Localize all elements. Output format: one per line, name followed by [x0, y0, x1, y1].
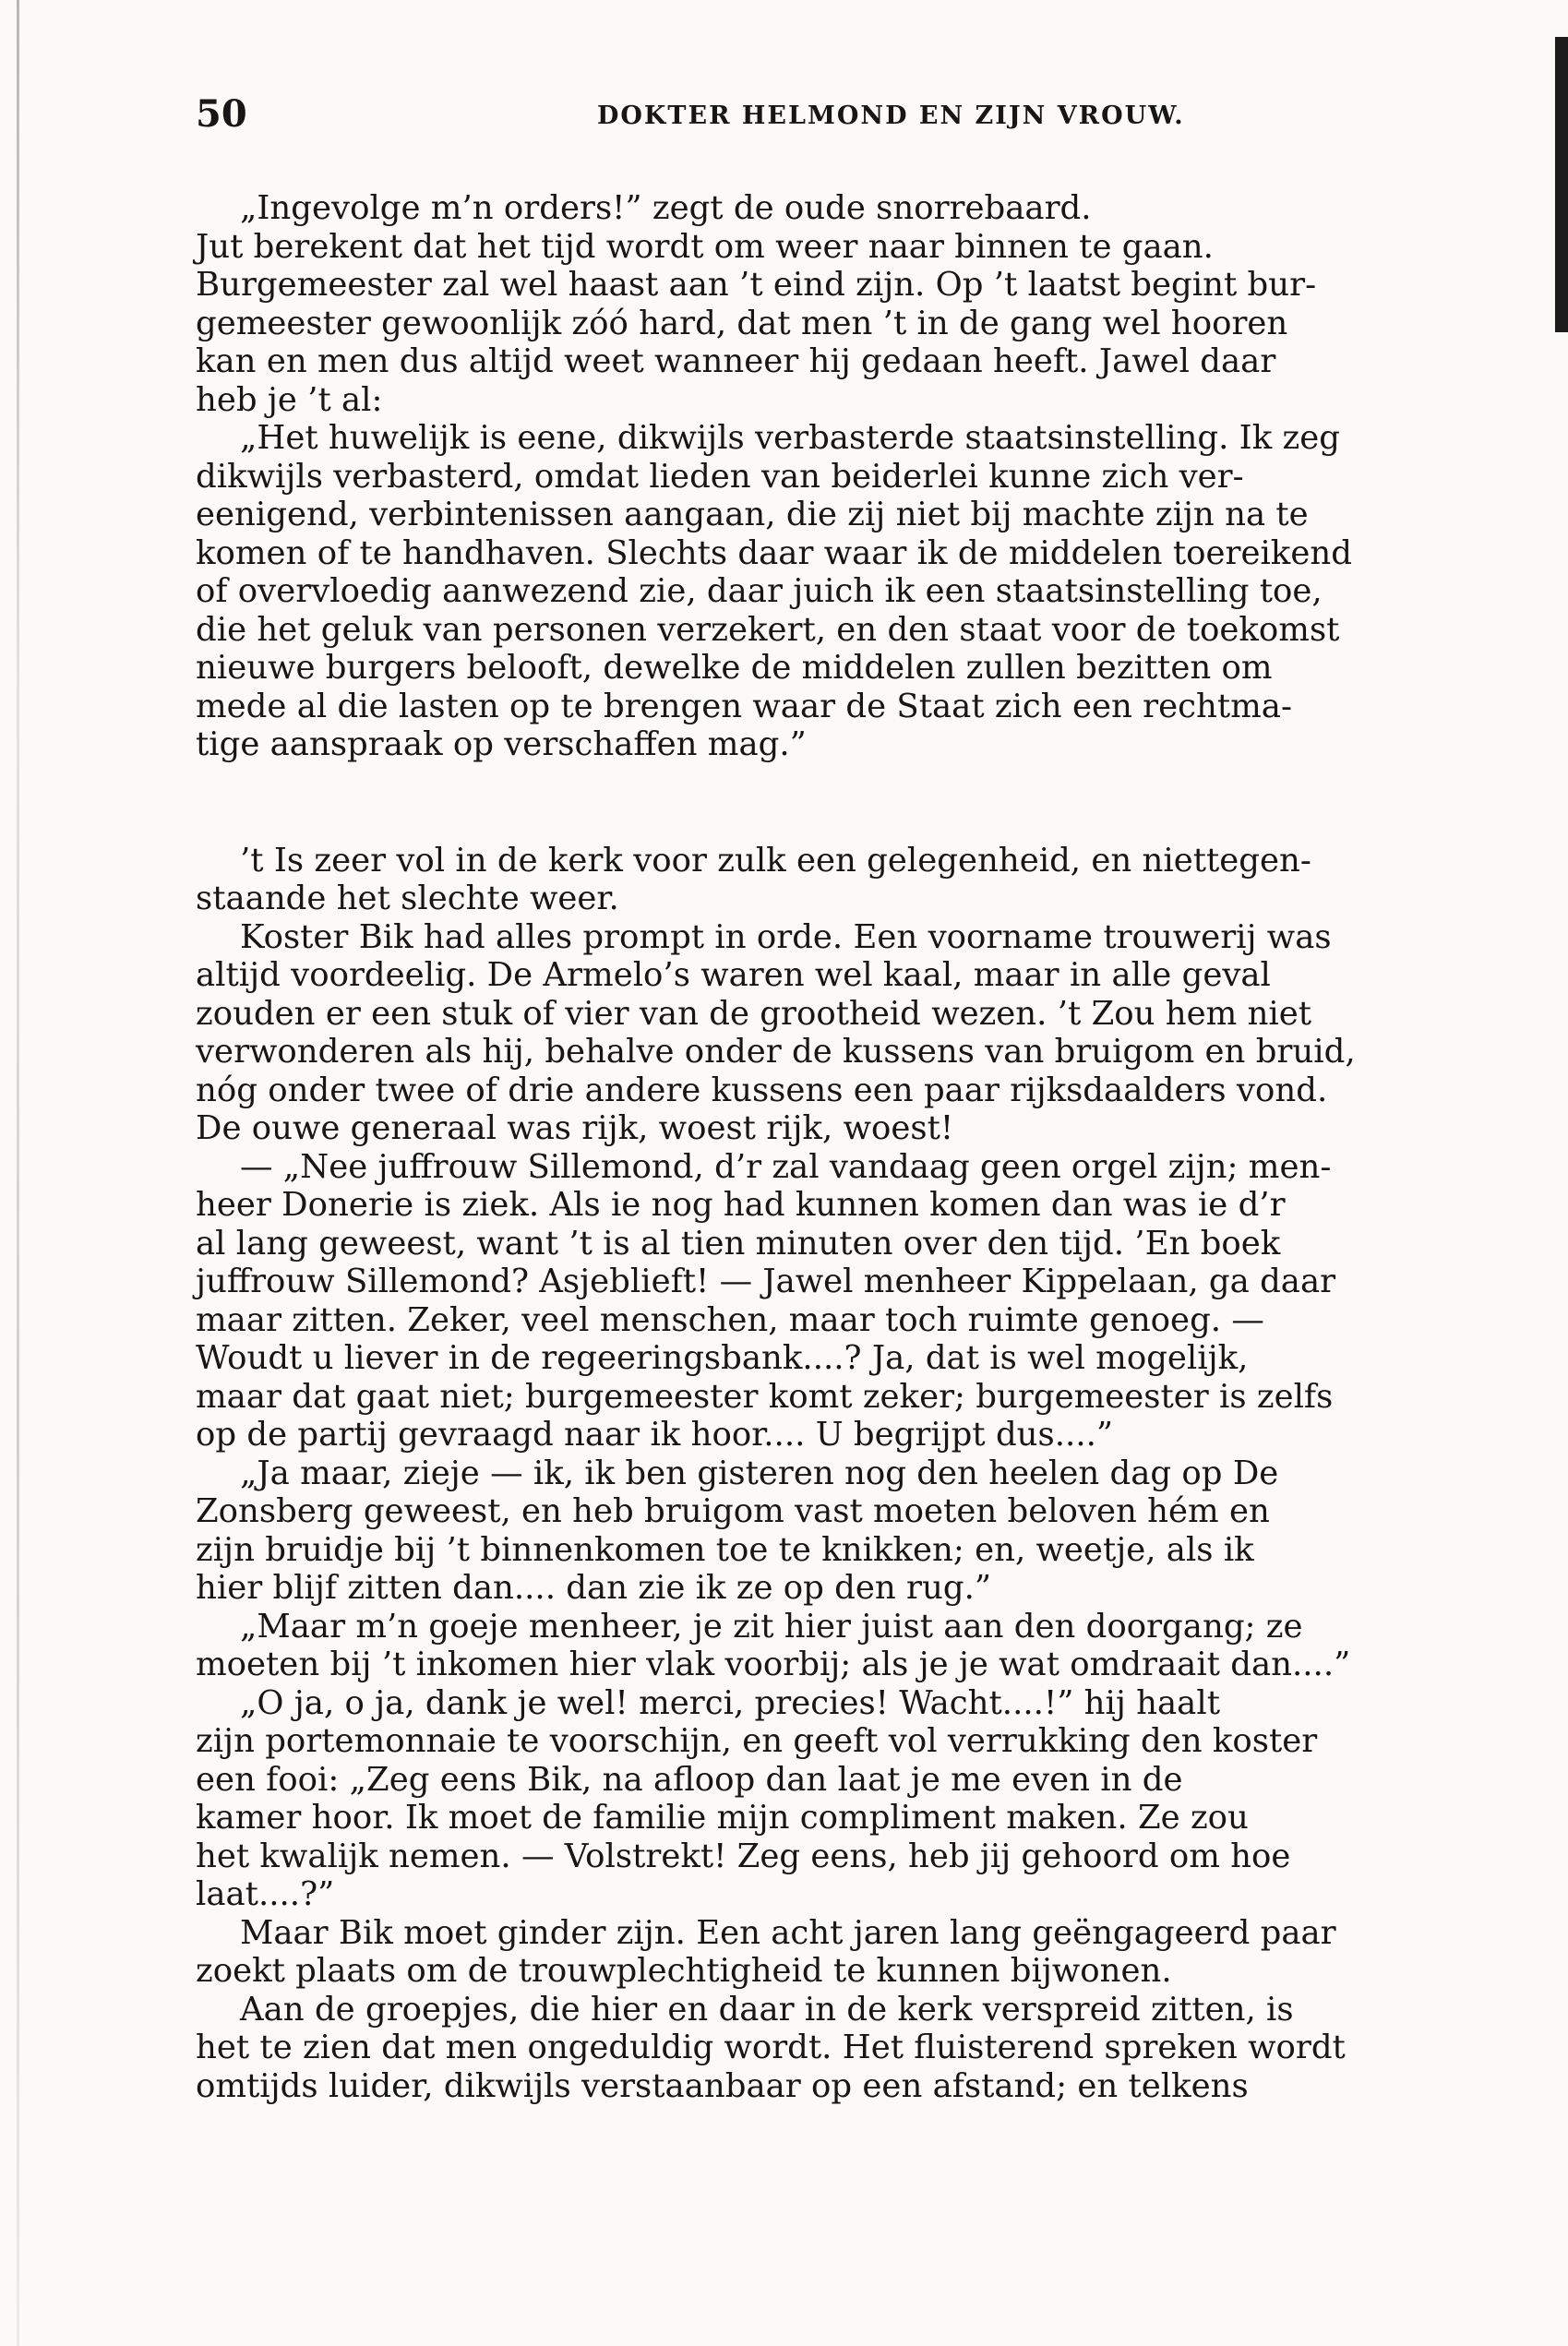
text-line: dikwijls verbasterd, omdat lieden van beiderlei kunne zich ver-	[196, 457, 1244, 496]
text-line: „O ja, o ja, dank je wel! merci, precies! Wacht....!” hij haalt	[240, 1683, 1220, 1722]
text-line: altijd voordeelig. De Armelo’s waren wel kaal, maar in alle geval	[196, 956, 1271, 994]
text-line: — „Nee juffrouw Sillemond, d’r zal vandaag geen orgel zijn; men-	[240, 1147, 1332, 1186]
text-line: gemeester gewoonlijk zóó hard, dat men ’t in de gang wel hooren	[196, 304, 1288, 342]
text-line: staande het slechte weer.	[196, 880, 619, 917]
paragraph	[196, 1148, 1534, 1454]
text-line: „Maar m’n goeje menheer, je zit hier juist aan den doorgang; ze	[240, 1607, 1303, 1646]
scan-edge-left	[17, 0, 19, 2346]
page-number: 50	[196, 92, 247, 136]
text-line: Zonsberg geweest, en heb bruigom vast moeten beloven hém en	[196, 1492, 1270, 1530]
text-line: tige aanspraak op verschaffen mag.”	[196, 725, 807, 763]
running-title: DOKTER HELMOND EN ZIJN VROUW.	[597, 102, 1185, 130]
text-line: „Ja maar, zieje — ik, ik ben gisteren nog den heelen dag op De	[240, 1454, 1279, 1492]
text-line: maar dat gaat niet; burgemeester komt zeker; burgemeester is zelfs	[196, 1377, 1334, 1416]
text-line: Aan de groepjes, die hier en daar in de kerk verspreid zitten, is	[240, 1990, 1294, 2029]
paragraph	[196, 1991, 1534, 2106]
paragraph	[196, 842, 1534, 918]
text-line: mede al die lasten op te brengen waar de Staat zich een rechtma-	[196, 687, 1292, 725]
text-line: Woudt u liever in de regeeringsbank....? Ja, dat is wel mogelijk,	[196, 1339, 1249, 1377]
text-line: maar zitten. Zeker, veel menschen, maar toch ruimte genoeg. —	[196, 1300, 1264, 1339]
text-line: laat....?”	[196, 1875, 335, 1913]
text-line: hier blijf zitten dan.... dan zie ik ze op den rug.”	[196, 1569, 992, 1607]
text-line: zijn portemonnaie te voorschijn, en geeft vol verrukking den koster	[196, 1722, 1318, 1760]
text-line: eenigend, verbintenissen aangaan, die zij niet bij machte zijn na te	[196, 496, 1309, 533]
text-line: zijn bruidje bij ’t binnenkomen toe te knikken; en, weetje, als ik	[196, 1530, 1254, 1569]
paragraph	[196, 1454, 1534, 1608]
paragraph	[196, 1914, 1534, 1991]
paragraph	[196, 1608, 1534, 1684]
text-line: het te zien dat men ongeduldig wordt. Het fluisterend spreken wordt	[196, 2029, 1346, 2066]
text-line: Burgemeester zal wel haast aan ’t eind zijn. Op ’t laatst begint bur-	[196, 266, 1317, 304]
text-line: omtijds luider, dikwijls verstaanbaar op een afstand; en telkens	[196, 2066, 1249, 2105]
paragraph	[196, 189, 1534, 419]
scan-edge-right	[1555, 37, 1568, 332]
text-line: heb je ’t al:	[196, 380, 383, 419]
paragraph	[196, 918, 1534, 1148]
text-line: juffrouw Sillemond? Asjeblieft! — Jawel menheer Kippelaan, ga daar	[196, 1263, 1336, 1300]
text-line: nieuwe burgers belooft, dewelke de middelen zullen bezitten om	[196, 649, 1273, 687]
text-line: zouden er een stuk of vier van de grootheid wezen. ’t Zou hem niet	[196, 994, 1312, 1033]
text-line: De ouwe generaal was rijk, woest rijk, woest!	[196, 1109, 954, 1147]
text-line: nóg onder twee of drie andere kussens een paar rijksdaalders vond.	[196, 1071, 1328, 1109]
text-line: die het geluk van personen verzekert, en den staat voor de toekomst	[196, 610, 1340, 649]
body-text	[196, 189, 1534, 2105]
text-line: „Ingevolge m’n orders!” zegt de oude snorrebaard.	[240, 189, 1092, 227]
paragraph	[196, 419, 1534, 764]
text-line: moeten bij ’t inkomen hier vlak voorbij; als je je wat omdraait dan....”	[196, 1646, 1351, 1683]
text-line: Maar Bik moet ginder zijn. Een acht jaren lang geëngageerd paar	[240, 1913, 1336, 1952]
text-line: verwonderen als hij, behalve onder de kussens van bruigom en bruid,	[196, 1033, 1356, 1071]
text-line: Koster Bik had alles prompt in orde. Een voorname trouwerij was	[240, 917, 1332, 956]
page-header	[196, 92, 1534, 148]
paragraph	[196, 1684, 1534, 1914]
text-line: „Het huwelijk is eene, dikwijls verbasterde staatsinstelling. Ik zeg	[240, 419, 1340, 457]
text-line: op de partij gevraagd naar ik hoor.... U begrijpt dus....”	[196, 1416, 1114, 1454]
text-line: of overvloedig aanwezend zie, daar juich ik een staatsinstelling toe,	[196, 572, 1323, 610]
text-line: zoekt plaats om de trouwplechtigheid te kunnen bijwonen.	[196, 1952, 1172, 1990]
text-line: een fooi: „Zeg eens Bik, na afloop dan laat je me even in de	[196, 1760, 1183, 1799]
text-line: al lang geweest, want ’t is al tien minuten over den tijd. ’En boek	[196, 1224, 1281, 1263]
text-line: heer Donerie is ziek. Als ie nog had kunnen komen dan was ie d’r	[196, 1186, 1286, 1224]
text-line: Jut berekent dat het tijd wordt om weer naar binnen te gaan.	[196, 227, 1214, 266]
text-line: komen of te handhaven. Slechts daar waar ik de middelen toereikend	[196, 533, 1352, 572]
text-line: het kwalijk nemen. — Volstrekt! Zeg eens, heb jij gehoord om hoe	[196, 1837, 1291, 1875]
text-line: kan en men dus altijd weet wanneer hij gedaan heeft. Jawel daar	[196, 342, 1276, 380]
text-line: ’t Is zeer vol in de kerk voor zulk een gelegenheid, en niettegen-	[240, 841, 1311, 880]
text-line: kamer hoor. Ik moet de familie mijn compliment maken. Ze zou	[196, 1799, 1249, 1837]
